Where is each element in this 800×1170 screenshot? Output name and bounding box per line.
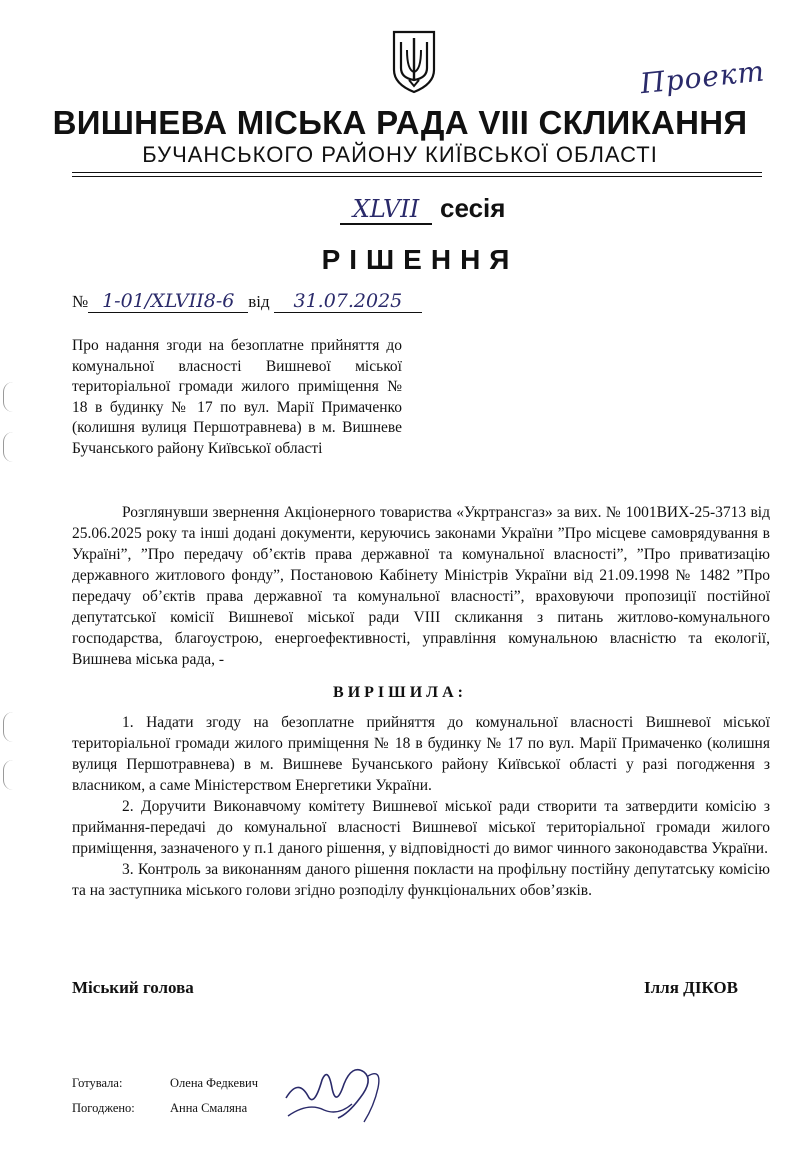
- prepared-by-line: [72, 1076, 258, 1091]
- agreed-by-name: Анна Смаляна: [170, 1101, 248, 1115]
- document-title: РІШЕННЯ: [321, 244, 519, 275]
- decision-items: [72, 712, 770, 901]
- session-label: сесія: [440, 193, 506, 223]
- agreed-label: Погоджено:: [72, 1101, 135, 1115]
- trident-coat-of-arms-icon: [391, 30, 437, 94]
- session-number: XLVII: [340, 195, 432, 225]
- prepared-by-name: Олена Федкевич: [170, 1076, 258, 1090]
- preamble-text: Розглянувши звернення Акціонерного товариства «Укртрансгаз» за вих. № 1001ВИХ-25-3713 від 25.06.2025 року та інші додані документи, керуючись законами України ”Про місцеве самоврядування в Україні”, ”Про передачу об’єктів права державної та комунальної власності”, ”Про приватизацію державного житлового фонду”, Постановою Кабінету Міністрів України від 21.09.1998 № 1482 ”Про передачу об’єктів права державної та комунальної власності”, враховуючи пропозиції постійної депутатської комісії Вишневої міської ради VIII скликання з питань житлово-комунального господарства, благоустрою, енергоефективності, управління комунальною власністю та екології, Вишнева міська рада, -: [72, 504, 770, 668]
- decision-subject: Про надання згоди на безоплатне прийняття до комунальної власності Вишневої міської територіальної громади жилого приміщення № 18 в будинку № 17 по вул. Марії Примаченко (колишня вулиця Першотравнева) в м. Вишневе Бучанського району Київської області: [72, 337, 402, 457]
- preamble-block: [72, 502, 770, 670]
- prepared-label: Готувала:: [72, 1076, 123, 1090]
- agreed-by-line: [72, 1101, 247, 1116]
- district-line: БУЧАНСЬКОГО РАЙОНУ КИЇВСЬКОЇ ОБЛАСТІ: [142, 142, 658, 167]
- decision-item-3: 3. Контроль за виконанням даного рішення покласти на профільну постійну депутатську комісію та на заступника міського голови згідно розподілу функціональних обов’язків.: [72, 861, 770, 899]
- scan-margin-mark: [3, 712, 14, 742]
- header-divider-bottom: [72, 176, 762, 177]
- scan-margin-mark: [3, 760, 14, 790]
- header-divider-top: [72, 172, 762, 173]
- decision-reference: [72, 290, 472, 313]
- decision-number: 1-01/XLVII8-6: [88, 290, 248, 313]
- date-prefix: від: [248, 292, 270, 311]
- number-prefix: №: [72, 292, 89, 311]
- session-line: [340, 193, 560, 225]
- council-name: ВИШНЕВА МІСЬКА РАДА VIII СКЛИКАННЯ: [52, 104, 748, 141]
- handwritten-signature-icon: [278, 1058, 398, 1128]
- scan-margin-mark: [3, 432, 14, 462]
- decided-heading: ВИРІШИЛА:: [333, 684, 467, 701]
- signatory-name: Ілля ДІКОВ: [644, 978, 738, 997]
- decision-item-1: 1. Надати згоду на безоплатне прийняття до комунальної власності Вишневої міської територіальної громади жилого приміщення № 18 в будинку № 17 по вул. Марії Примаченко (колишня вулиця Першотравнева) в м. Вишневе Бучанського району Київської області у разі погодження з власником, а саме Міністерством Енергетики України.: [72, 714, 770, 794]
- draft-handwritten-mark: Проект: [638, 54, 767, 101]
- decision-date: 31.07.2025: [274, 290, 422, 313]
- scan-margin-mark: [3, 382, 14, 412]
- signatory-position: Міський голова: [72, 978, 194, 997]
- decision-item-2: 2. Доручити Виконавчому комітету Вишневої міської ради створити та затвердити комісію з приймання-передачі до комунальної власності Вишневої міської територіальної громади жилого приміщення, зазначеного у п.1 даного рішення, у відповідності до вимог чинного законодавства України.: [72, 798, 770, 857]
